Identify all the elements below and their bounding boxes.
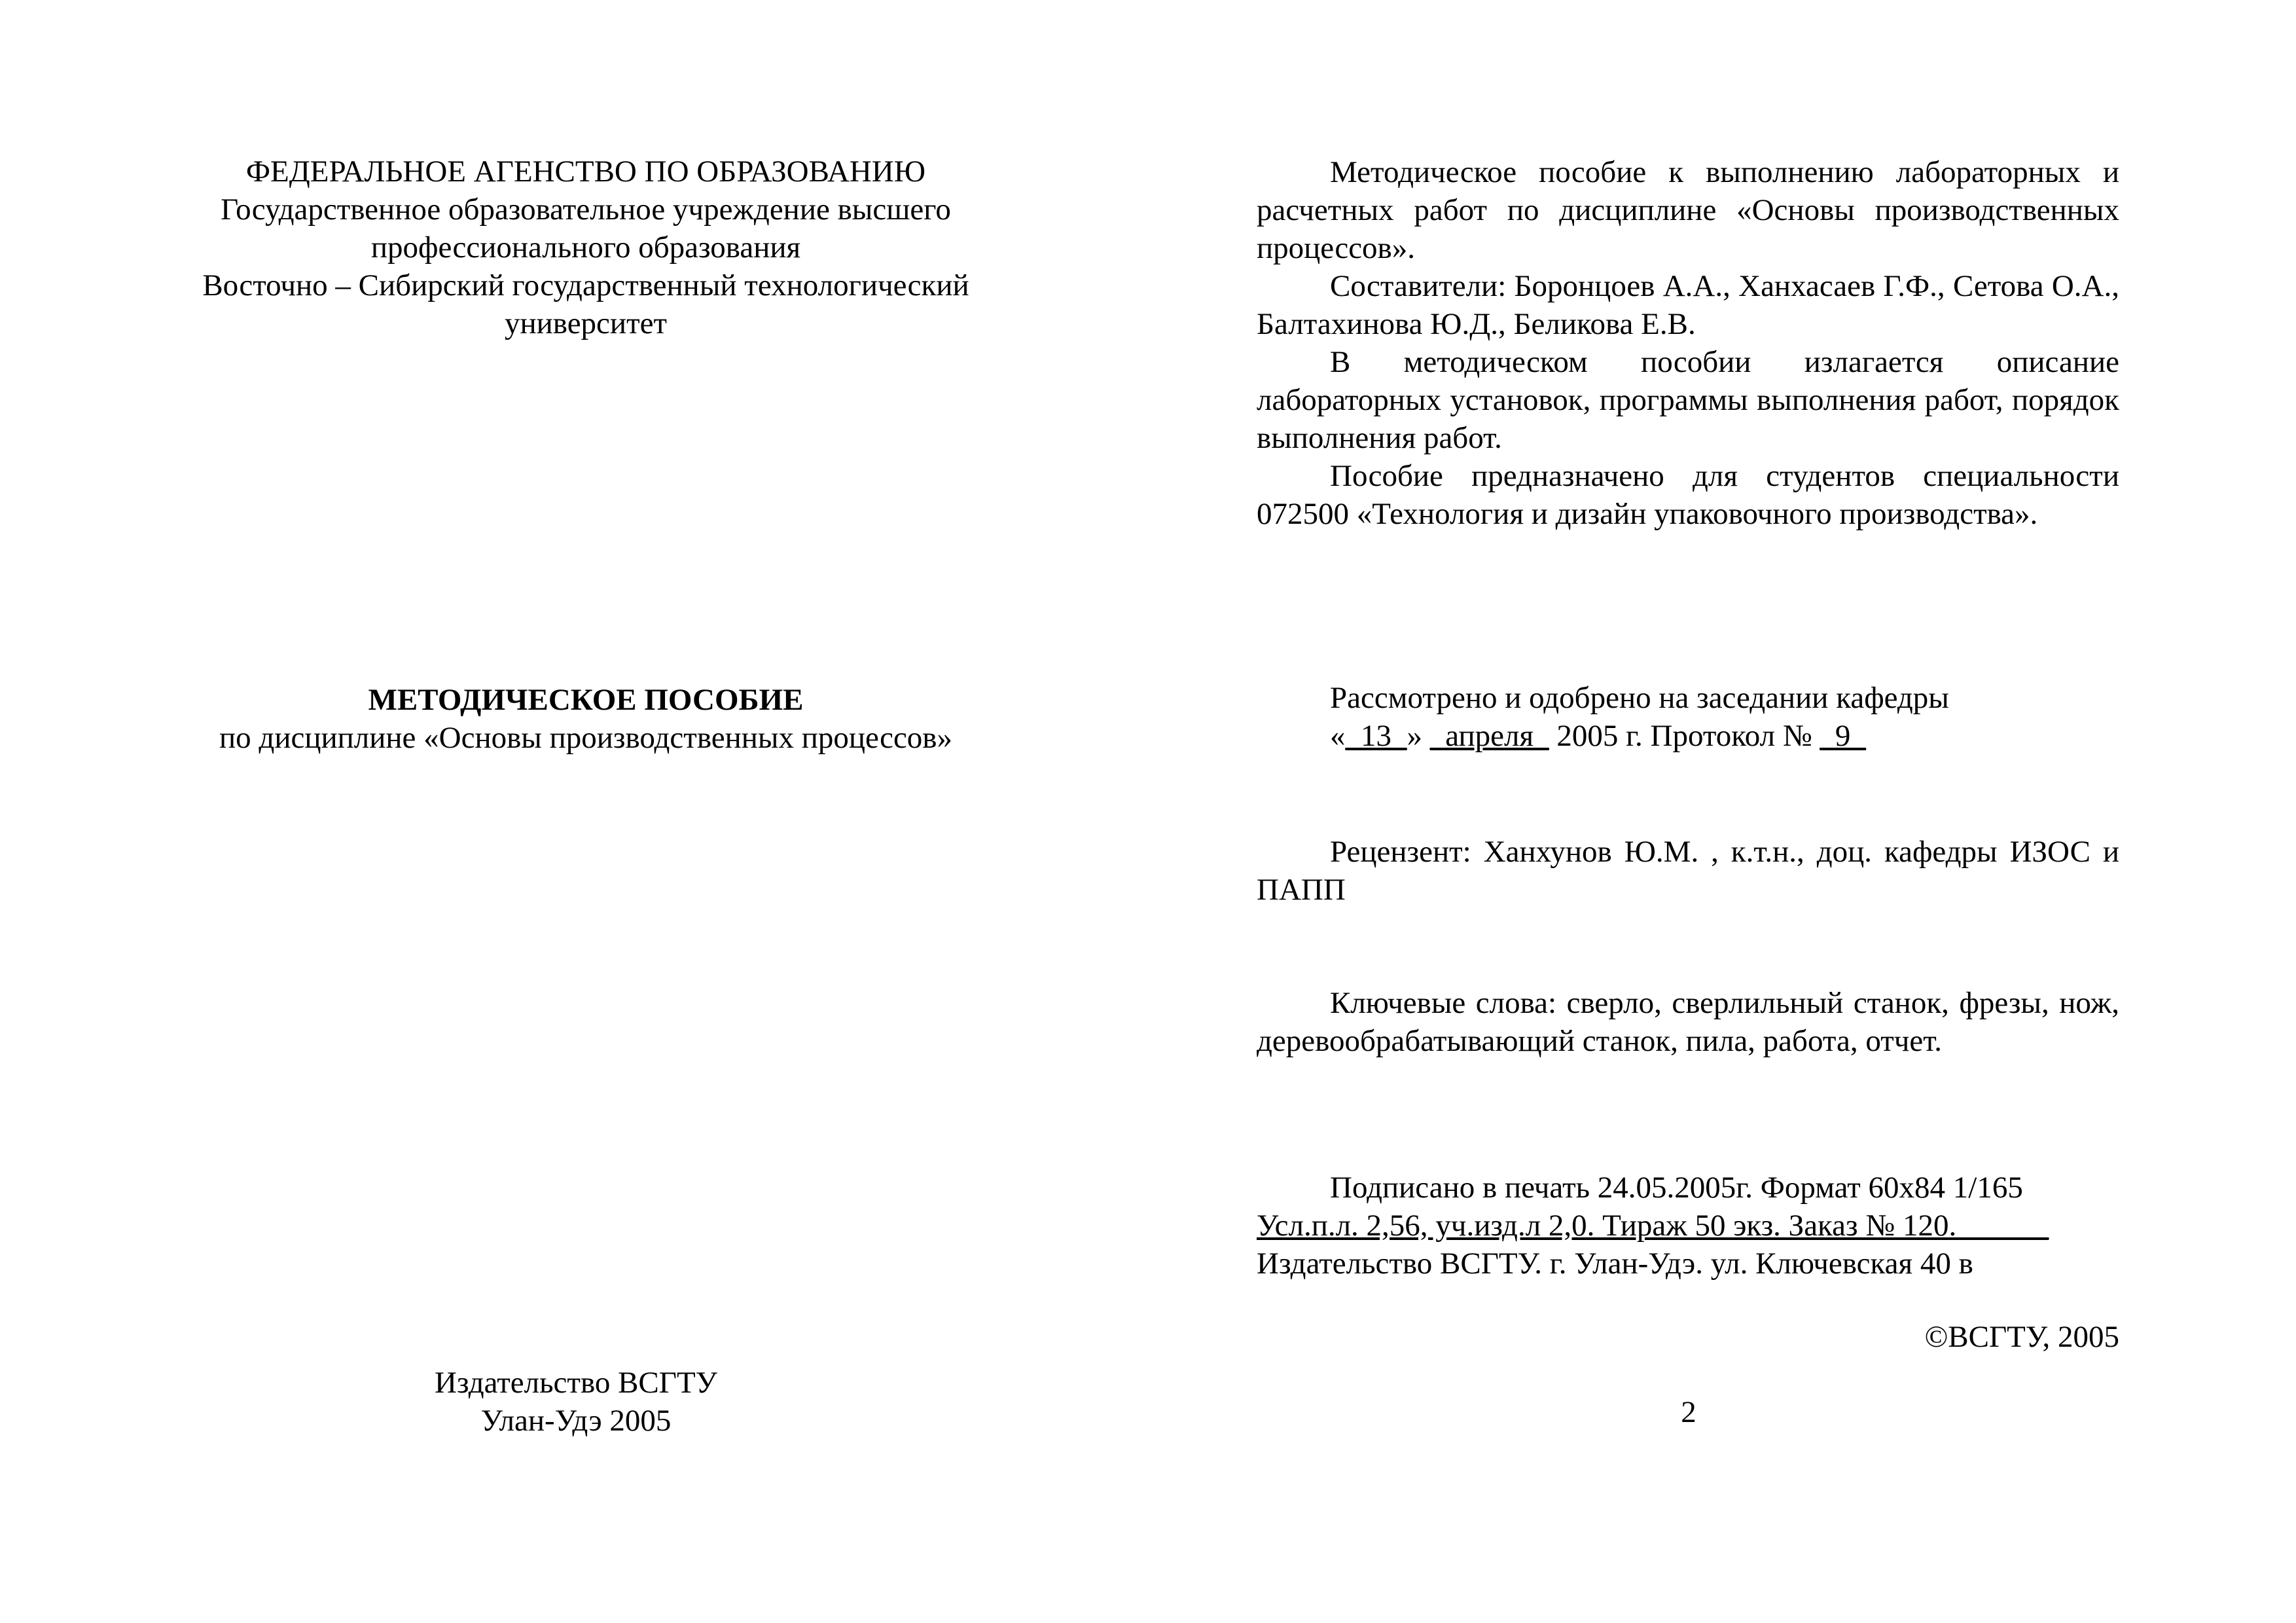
protocol-number: _9_	[1820, 719, 1866, 753]
copyright-notice: ©ВСГТУ, 2005	[1924, 1320, 2119, 1354]
institution-line-1: Государственное образовательное учреждение высшего	[221, 192, 951, 227]
institution-line-2: профессионального образования	[370, 230, 801, 264]
document-title-block	[151, 681, 1021, 757]
title-page-header	[151, 153, 1021, 342]
abstract-paragraph-3: В методическом пособии излагается описание лабораторных установок, программы выполнения работ, порядок выполнения работ.	[1257, 345, 2119, 455]
approval-month: _апреля_	[1429, 719, 1549, 753]
publisher-city-year: Улан-Удэ 2005	[480, 1404, 672, 1438]
document-title: МЕТОДИЧЕСКОЕ ПОСОБИЕ	[368, 683, 804, 717]
imprint-section	[1257, 1169, 2119, 1283]
authors-paragraph: Составители: Боронцоев А.А., Ханхасаев Г.Ф., Сетова О.А., Балтахинова Ю.Д., Беликова Е.В.	[1257, 269, 2119, 341]
approval-day: _13_	[1345, 719, 1407, 753]
reviewer-text: Рецензент: Ханхунов Ю.М. , к.т.н., доц. кафедры ИЗОС и ПАПП	[1257, 835, 2119, 907]
publisher-name: Издательство ВСГТУ	[435, 1366, 717, 1400]
keywords-section	[1257, 984, 2119, 1060]
audience-paragraph: Пособие предназначено для студентов специальности 072500 «Технология и дизайн упаковочного производства».	[1257, 459, 2119, 531]
approval-year-text: 2005 г. Протокол №	[1556, 719, 1812, 753]
approval-date-line	[1257, 717, 2119, 755]
university-line-2: университет	[504, 306, 668, 340]
page-number: 2	[1681, 1395, 1696, 1429]
approval-section	[1257, 679, 2119, 755]
publisher-block	[314, 1364, 838, 1440]
right-page	[1148, 0, 2296, 1623]
abstract-paragraph-1: Методическое пособие к выполнению лабораторных и расчетных работ по дисциплине «Основы производственных процессов».	[1257, 155, 2119, 265]
abstract-section	[1257, 153, 2119, 533]
approval-open-quote: «	[1330, 719, 1346, 753]
agency-name: ФЕДЕРАЛЬНОЕ АГЕНСТВО ПО ОБРАЗОВАНИЮ	[245, 155, 926, 189]
university-line-1: Восточно – Сибирский государственный технологический	[202, 268, 969, 302]
approval-line: Рассмотрено и одобрено на заседании кафедры	[1330, 681, 1949, 715]
keywords-text: Ключевые слова: сверло, сверлильный станок, фрезы, нож, деревообрабатывающий станок, пила, работа, отчет.	[1257, 986, 2119, 1058]
approval-close-quote: »	[1407, 719, 1422, 753]
imprint-line-1: Подписано в печать 24.05.2005г. Формат 60х84 1/165	[1330, 1171, 2023, 1205]
reviewer-section	[1257, 833, 2119, 909]
imprint-line-2: Усл.п.л. 2,56, уч.изд.л 2,0. Тираж 50 экз. Заказ № 120.______	[1257, 1209, 2049, 1243]
document-subtitle: по дисциплине «Основы производственных процессов»	[219, 721, 952, 755]
imprint-line-3: Издательство ВСГТУ. г. Улан-Удэ. ул. Ключевская 40 в	[1257, 1247, 1973, 1281]
